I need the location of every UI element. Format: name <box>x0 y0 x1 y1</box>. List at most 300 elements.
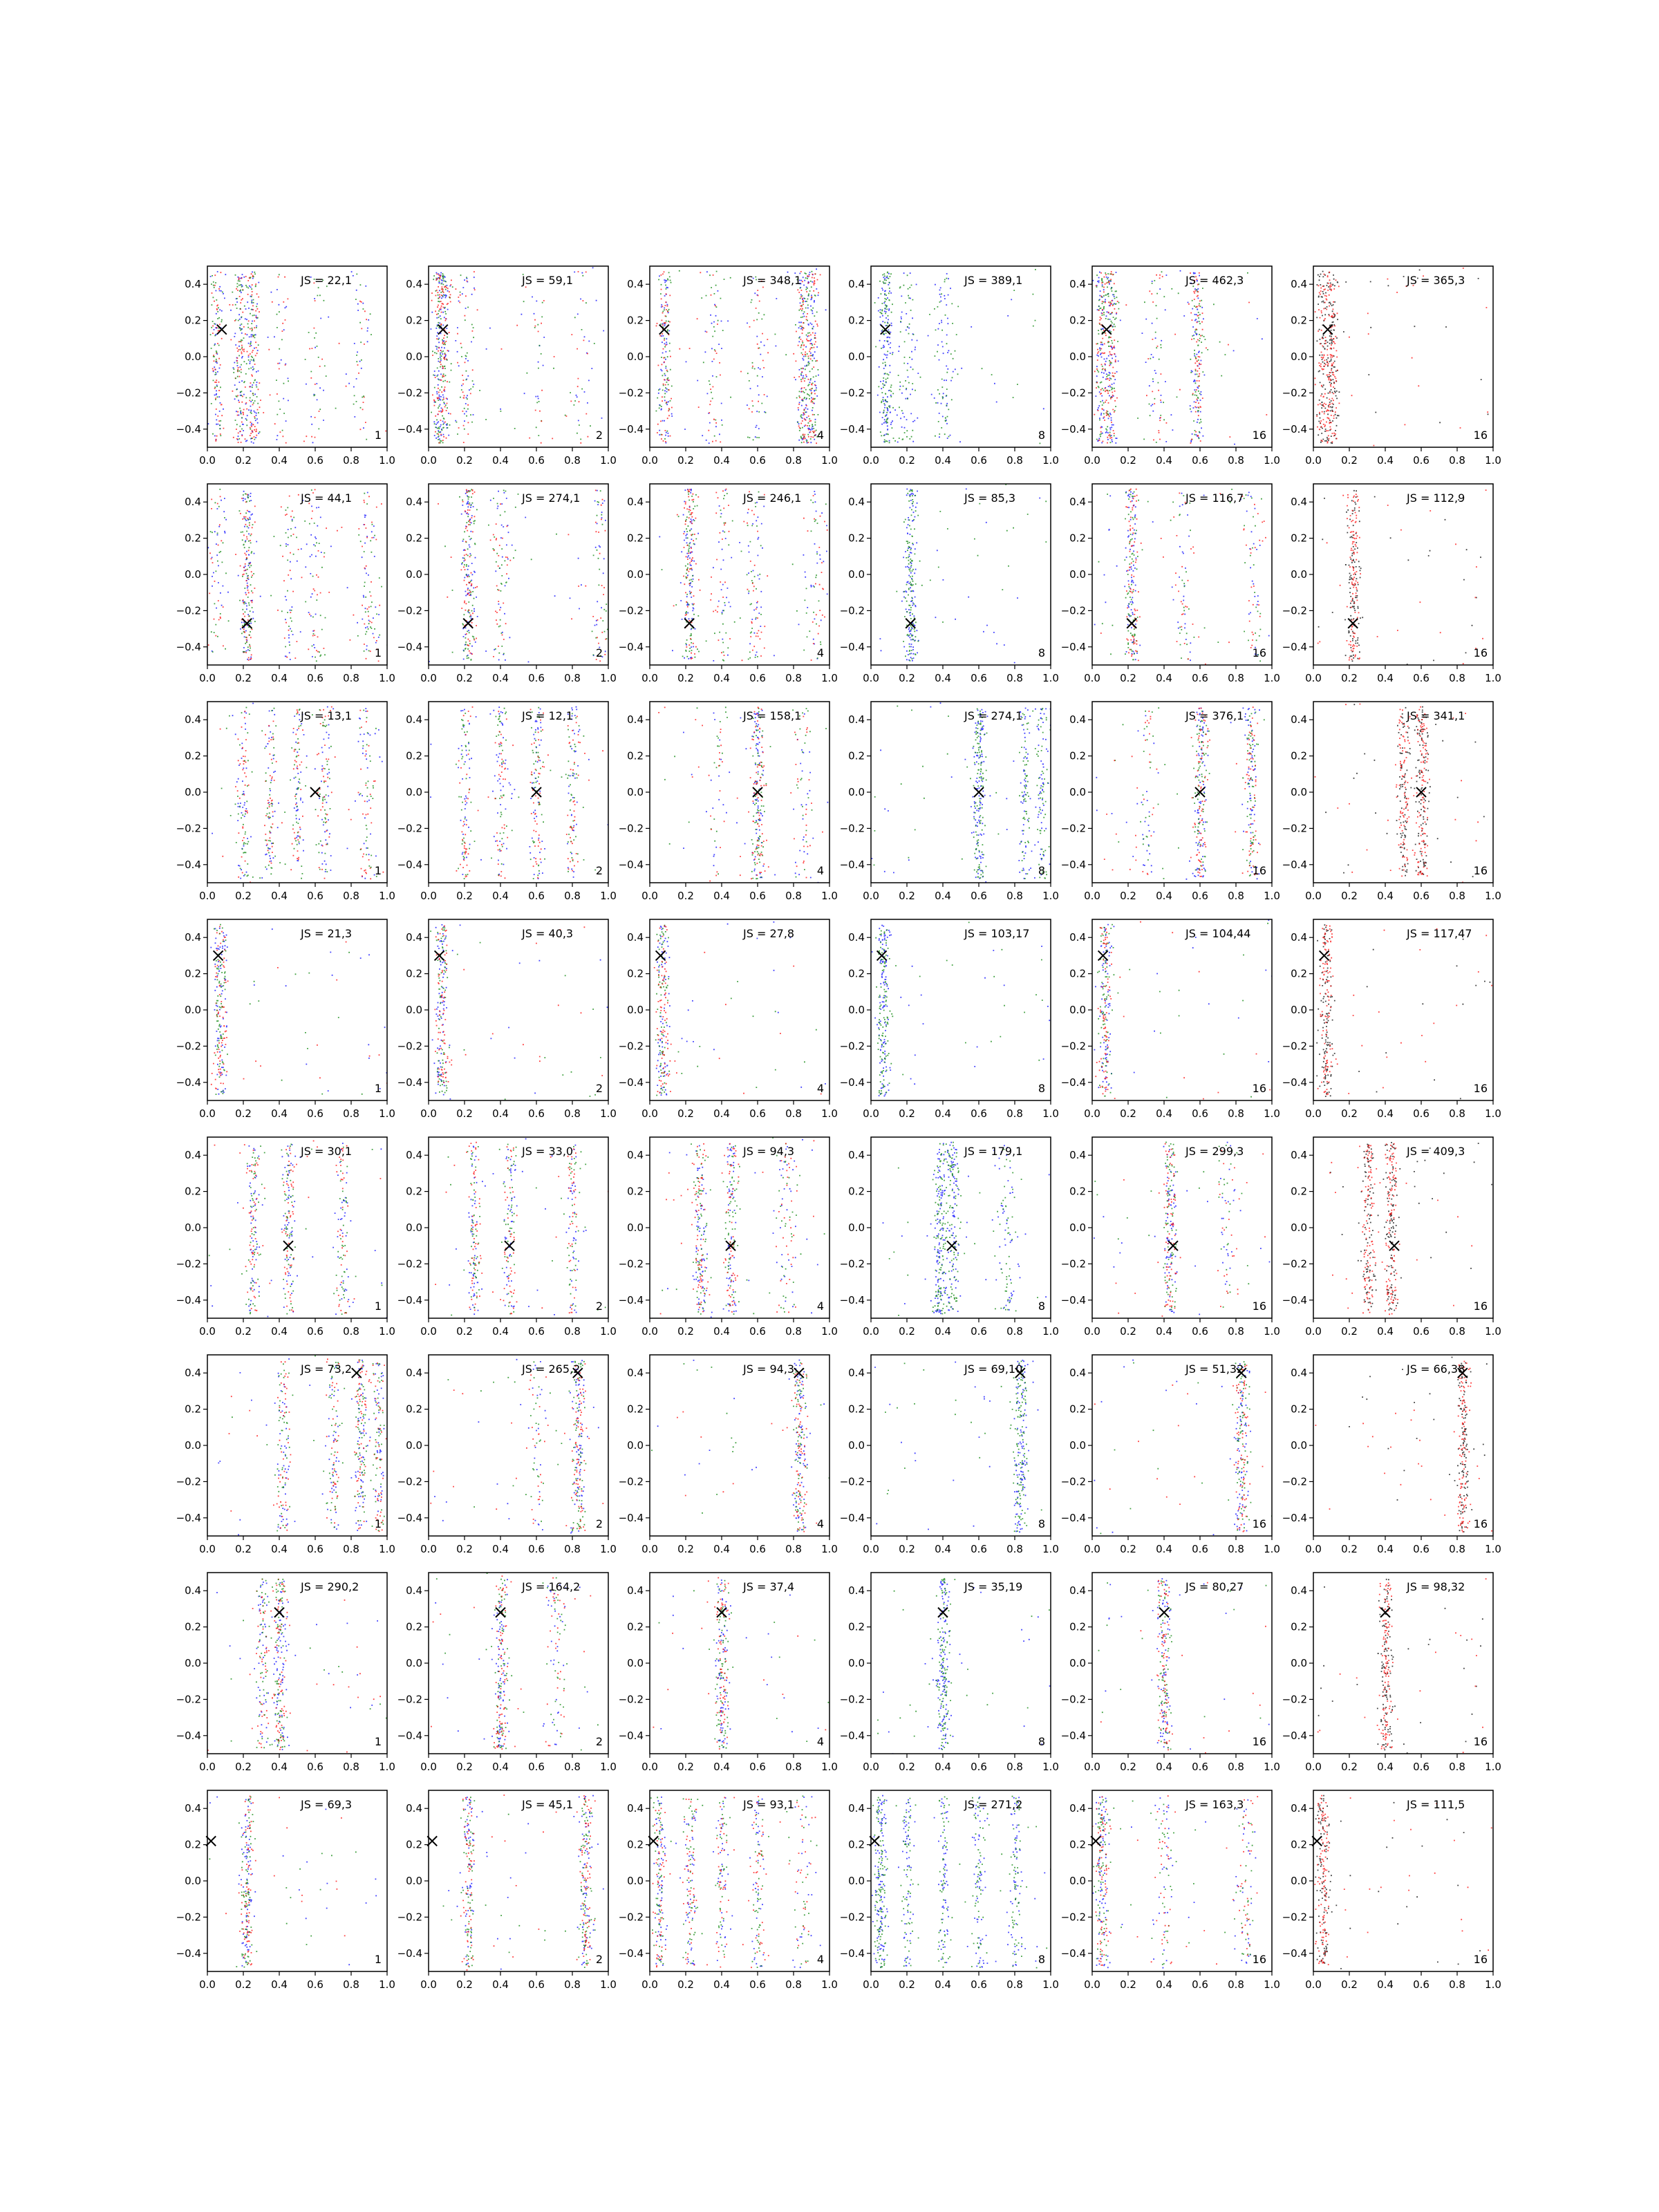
x-tick-label: 1.0 <box>1042 672 1059 684</box>
scatter-points <box>1096 706 1273 879</box>
x-tick-label: 0.6 <box>1413 1978 1430 1991</box>
subplot-number: 16 <box>1252 1953 1266 1966</box>
axes-frame <box>207 1790 387 1971</box>
subplot-number: 16 <box>1473 1082 1488 1095</box>
scatter-points <box>871 702 1052 883</box>
js-label: JS = 365,3 <box>1407 274 1465 287</box>
points-blue <box>874 1360 1038 1533</box>
points-green <box>655 925 817 1096</box>
points-blue <box>1094 491 1270 661</box>
x-tick-label: 0.2 <box>677 454 694 467</box>
y-tick-label: 0.4 <box>1069 713 1086 727</box>
scatter-points <box>1315 704 1485 883</box>
points-green <box>444 489 612 660</box>
points-red <box>460 1794 596 1971</box>
y-tick-label: 0.0 <box>627 1875 644 1887</box>
y-tick-label: −0.2 <box>1060 1911 1086 1924</box>
subplot-r5-c6 <box>1282 1137 1501 1338</box>
y-tick-label: −0.2 <box>618 1475 644 1488</box>
js-label: JS = 265,2 <box>522 1362 581 1376</box>
x-tick-label: 0.2 <box>1120 1107 1136 1120</box>
points-red <box>211 926 388 1089</box>
x-tick-label: 0.6 <box>1413 672 1430 684</box>
y-tick-label: 0.2 <box>848 1185 865 1198</box>
subplot-number: 2 <box>595 1517 603 1530</box>
points-black <box>1316 924 1490 1099</box>
y-tick-label: 0.4 <box>848 713 865 727</box>
y-tick-label: 0.4 <box>406 713 422 727</box>
axes-frame <box>1092 1137 1272 1318</box>
y-tick-label: 0.4 <box>1069 278 1086 291</box>
points-green <box>231 1579 387 1749</box>
subplot-r6-c6 <box>1282 1355 1501 1555</box>
scatter-points <box>205 489 388 662</box>
y-tick-label: 0.0 <box>848 568 865 581</box>
x-tick-label: 1.0 <box>1042 1107 1059 1120</box>
y-tick-label: −0.2 <box>397 604 422 617</box>
y-tick-label: −0.2 <box>839 604 865 617</box>
js-label: JS = 348,1 <box>743 274 802 287</box>
y-tick-label: 0.2 <box>185 1185 201 1198</box>
y-tick-label: 0.2 <box>627 749 644 762</box>
x-tick-label: 0.4 <box>492 1761 509 1773</box>
x-tick-label: 0.6 <box>971 454 987 467</box>
subplot-number: 8 <box>1038 1735 1045 1748</box>
x-tick-label: 0.4 <box>492 454 509 467</box>
y-tick-label: 0.0 <box>627 1221 644 1234</box>
js-label: JS = 51,32 <box>1185 1362 1244 1376</box>
scatter-points <box>429 489 614 665</box>
y-tick-label: 0.0 <box>406 568 422 581</box>
js-label: JS = 73,2 <box>301 1362 353 1376</box>
axes-frame <box>871 484 1051 665</box>
subplot-number: 2 <box>595 1082 603 1095</box>
x-tick-label: 0.0 <box>420 454 437 467</box>
subplot-r3-c6 <box>1282 702 1501 902</box>
axes-frame <box>429 1790 608 1971</box>
y-tick-label: −0.2 <box>397 1693 422 1706</box>
y-tick-label: 0.0 <box>185 350 201 363</box>
x-tick-label: 0.8 <box>1006 1325 1023 1338</box>
subplot-r7-c5 <box>1061 1573 1280 1773</box>
x-marker <box>217 325 227 335</box>
x-marker <box>532 787 541 797</box>
y-tick-label: 0.4 <box>1291 1584 1307 1597</box>
x-tick-label: 0.8 <box>1006 1107 1023 1120</box>
x-tick-label: 0.0 <box>199 1107 216 1120</box>
x-tick-label: 0.6 <box>971 1761 987 1773</box>
points-blue <box>883 1142 1050 1314</box>
points-blue <box>449 1138 586 1315</box>
points-green <box>896 484 1047 662</box>
y-tick-label: −0.4 <box>839 640 865 653</box>
x-tick-label: 0.6 <box>528 1761 545 1773</box>
y-tick-label: −0.2 <box>397 1911 422 1924</box>
scatter-points <box>424 268 604 444</box>
y-tick-label: 0.0 <box>1069 1657 1086 1669</box>
x-tick-label: 0.0 <box>1305 1761 1322 1773</box>
y-tick-label: 0.0 <box>627 1657 644 1669</box>
y-tick-label: 0.2 <box>1291 1620 1307 1633</box>
y-tick-label: 0.2 <box>1069 314 1086 327</box>
subplot-r6-c1 <box>176 1355 395 1555</box>
x-tick-label: 0.2 <box>677 1978 694 1991</box>
axes-frame <box>1092 919 1272 1100</box>
points-green <box>875 922 1042 1096</box>
y-tick-label: −0.2 <box>1060 1693 1086 1706</box>
y-tick-label: 0.2 <box>848 1403 865 1416</box>
y-tick-label: 0.4 <box>406 931 422 944</box>
x-tick-label: 0.4 <box>935 672 951 684</box>
scatter-points <box>653 1577 831 1750</box>
js-label: JS = 376,1 <box>1185 709 1244 722</box>
points-blue <box>1092 270 1262 445</box>
x-tick-label: 0.0 <box>420 1761 437 1773</box>
points-blue <box>653 1797 821 1969</box>
x-tick-label: 0.6 <box>307 890 324 902</box>
x-tick-label: 1.0 <box>1264 1761 1280 1773</box>
y-tick-label: 0.4 <box>1069 1802 1086 1815</box>
x-tick-label: 0.6 <box>307 1978 324 1991</box>
points-green <box>874 269 1041 444</box>
x-tick-label: 0.8 <box>1449 1325 1465 1338</box>
y-tick-label: −0.2 <box>1060 1475 1086 1488</box>
points-green <box>205 489 388 662</box>
x-tick-label: 0.4 <box>1377 1325 1394 1338</box>
x-tick-label: 0.8 <box>564 1107 581 1120</box>
y-tick-label: 0.0 <box>406 1439 422 1452</box>
subplot-number: 2 <box>595 1735 603 1748</box>
y-tick-label: 0.0 <box>848 350 865 363</box>
y-tick-label: −0.4 <box>397 1729 422 1742</box>
x-tick-label: 0.8 <box>785 890 802 902</box>
points-green <box>209 1793 388 1968</box>
y-tick-label: 0.4 <box>406 1367 422 1380</box>
x-tick-label: 1.0 <box>600 454 617 467</box>
x-tick-label: 0.4 <box>1156 672 1172 684</box>
y-tick-label: −0.4 <box>1060 640 1086 653</box>
subplot-r8-c5 <box>1061 1790 1280 1991</box>
y-tick-label: 0.4 <box>406 1584 422 1597</box>
subplot-r7-c1 <box>176 1573 395 1773</box>
x-tick-label: 0.4 <box>1156 1761 1172 1773</box>
x-marker <box>274 1608 284 1618</box>
subplot-number: 8 <box>1038 1082 1045 1095</box>
y-tick-label: 0.2 <box>1291 1403 1307 1416</box>
x-tick-label: 1.0 <box>1264 1325 1280 1338</box>
x-tick-label: 0.8 <box>343 454 359 467</box>
y-tick-label: −0.4 <box>176 1293 201 1306</box>
y-tick-label: −0.4 <box>618 1511 644 1524</box>
y-tick-label: 0.4 <box>406 278 422 291</box>
x-tick-label: 1.0 <box>1485 1978 1501 1991</box>
x-tick-label: 0.8 <box>564 890 581 902</box>
y-tick-label: 0.2 <box>406 532 422 545</box>
subplot-r8-c6 <box>1282 1790 1501 1991</box>
scatter-points <box>209 1793 388 1968</box>
subplot-number: 16 <box>1473 1517 1488 1530</box>
y-tick-label: 0.2 <box>406 1620 422 1633</box>
js-label: JS = 104,44 <box>1185 927 1251 940</box>
x-marker <box>310 787 320 797</box>
x-tick-label: 0.2 <box>235 1325 252 1338</box>
y-tick-label: −0.2 <box>176 1040 201 1053</box>
points-blue <box>434 1359 599 1534</box>
x-tick-label: 0.2 <box>235 890 252 902</box>
x-tick-label: 1.0 <box>1264 454 1280 467</box>
y-tick-label: −0.4 <box>1282 1947 1307 1960</box>
x-tick-label: 0.4 <box>1377 1761 1394 1773</box>
y-tick-label: 0.0 <box>1291 1221 1307 1234</box>
subplot-number: 16 <box>1252 864 1266 877</box>
x-tick-label: 0.0 <box>641 1978 658 1991</box>
x-tick-label: 1.0 <box>600 1543 617 1555</box>
points-red <box>656 271 821 444</box>
x-tick-label: 0.4 <box>271 454 288 467</box>
y-tick-label: 0.4 <box>185 1149 201 1162</box>
y-tick-label: 0.0 <box>1069 1875 1086 1887</box>
y-tick-label: −0.2 <box>176 822 201 835</box>
x-tick-label: 1.0 <box>379 1978 395 1991</box>
x-tick-label: 1.0 <box>1485 1107 1501 1120</box>
subplot-r8-c1 <box>176 1790 395 1991</box>
js-label: JS = 93,1 <box>743 1798 795 1811</box>
y-tick-label: −0.4 <box>618 1076 644 1089</box>
x-tick-label: 0.8 <box>343 1325 359 1338</box>
x-marker <box>438 325 448 335</box>
points-blue <box>1094 1360 1251 1535</box>
x-tick-label: 0.6 <box>749 1107 766 1120</box>
x-tick-label: 0.6 <box>528 890 545 902</box>
y-tick-label: −0.2 <box>839 1475 865 1488</box>
subplot-number: 16 <box>1252 1735 1266 1748</box>
y-tick-label: −0.2 <box>1060 1040 1086 1053</box>
points-red <box>1318 925 1492 1095</box>
y-tick-label: −0.4 <box>839 1947 865 1960</box>
y-tick-label: 0.4 <box>1069 496 1086 509</box>
subplot-r8-c2 <box>397 1790 617 1991</box>
y-tick-label: −0.4 <box>839 1076 865 1089</box>
y-tick-label: 0.2 <box>848 532 865 545</box>
y-tick-label: −0.2 <box>1282 822 1307 835</box>
scatter-points <box>648 1796 821 1969</box>
subplot-r5-c5 <box>1061 1137 1280 1338</box>
x-tick-label: 0.8 <box>1228 672 1244 684</box>
y-tick-label: −0.4 <box>618 422 644 435</box>
x-tick-label: 0.2 <box>899 1325 915 1338</box>
x-tick-label: 0.2 <box>456 672 473 684</box>
y-tick-label: 0.2 <box>627 314 644 327</box>
subplot-r6-c4 <box>840 1355 1059 1555</box>
y-tick-label: −0.4 <box>176 640 201 653</box>
subplot-r1-c1 <box>176 266 395 467</box>
y-tick-label: 0.0 <box>185 1004 201 1016</box>
y-tick-label: 0.0 <box>406 1004 422 1016</box>
y-tick-label: −0.4 <box>397 858 422 871</box>
y-tick-label: 0.4 <box>1291 713 1307 727</box>
x-tick-label: 0.8 <box>1449 672 1465 684</box>
y-tick-label: 0.2 <box>627 1185 644 1198</box>
x-tick-label: 0.2 <box>235 1107 252 1120</box>
y-tick-label: −0.2 <box>1060 1257 1086 1271</box>
x-tick-label: 0.0 <box>420 890 437 902</box>
js-label: JS = 103,17 <box>964 927 1030 940</box>
y-tick-label: 0.2 <box>185 967 201 980</box>
y-tick-label: 0.0 <box>1291 786 1307 798</box>
x-tick-label: 0.8 <box>1449 890 1465 902</box>
subplot-r7-c2 <box>397 1573 617 1773</box>
y-tick-label: −0.4 <box>1060 858 1086 871</box>
y-tick-label: 0.0 <box>848 786 865 798</box>
y-tick-label: 0.4 <box>185 278 201 291</box>
x-tick-label: 0.4 <box>492 1107 509 1120</box>
x-tick-label: 0.6 <box>1192 454 1208 467</box>
subplot-r3-c5 <box>1061 702 1280 902</box>
subplot-r7-c3 <box>619 1573 838 1773</box>
x-tick-label: 0.4 <box>713 1325 730 1338</box>
points-green <box>662 491 827 662</box>
x-tick-label: 0.2 <box>1341 1325 1358 1338</box>
x-tick-label: 0.0 <box>641 454 658 467</box>
scatter-points <box>210 924 387 1095</box>
x-tick-label: 0.4 <box>271 1978 288 1991</box>
x-tick-label: 0.0 <box>420 672 437 684</box>
subplot-r5-c2 <box>397 1137 617 1338</box>
y-tick-label: −0.4 <box>618 1947 644 1960</box>
subplot-number: 2 <box>595 864 603 877</box>
axes-frame <box>650 1573 830 1754</box>
x-tick-label: 0.0 <box>863 1325 879 1338</box>
y-tick-label: 0.0 <box>1291 1657 1307 1669</box>
y-tick-label: 0.0 <box>627 568 644 581</box>
scatter-points <box>1094 919 1273 1102</box>
js-label: JS = 112,9 <box>1407 491 1465 505</box>
x-tick-label: 1.0 <box>821 1543 838 1555</box>
axes-frame <box>207 1573 387 1754</box>
points-red <box>658 707 823 882</box>
y-tick-label: 0.4 <box>627 1584 644 1597</box>
js-label: JS = 45,1 <box>522 1798 574 1811</box>
x-tick-label: 0.6 <box>1413 1761 1430 1773</box>
x-tick-label: 0.8 <box>785 1325 802 1338</box>
x-tick-label: 0.2 <box>1120 1543 1136 1555</box>
x-tick-label: 0.6 <box>528 1107 545 1120</box>
y-tick-label: 0.4 <box>1069 1149 1086 1162</box>
points-red <box>1095 921 1271 1102</box>
x-tick-label: 0.6 <box>971 1543 987 1555</box>
x-tick-label: 1.0 <box>821 1978 838 1991</box>
y-tick-label: 0.4 <box>1291 1149 1307 1162</box>
y-tick-label: −0.4 <box>397 640 422 653</box>
x-tick-label: 0.8 <box>785 672 802 684</box>
scatter-points <box>1092 270 1267 445</box>
y-tick-label: 0.2 <box>406 1403 422 1416</box>
x-tick-label: 0.0 <box>199 672 216 684</box>
x-tick-label: 1.0 <box>1264 890 1280 902</box>
subplot-r2-c1 <box>176 484 395 684</box>
x-tick-label: 0.2 <box>456 1107 473 1120</box>
y-tick-label: −0.2 <box>1060 604 1086 617</box>
axes-frame <box>1313 1137 1493 1318</box>
x-tick-label: 1.0 <box>379 1107 395 1120</box>
points-blue <box>210 1143 387 1318</box>
x-tick-label: 0.0 <box>420 1325 437 1338</box>
x-tick-label: 0.2 <box>677 672 694 684</box>
x-tick-label: 0.2 <box>456 890 473 902</box>
y-tick-label: −0.4 <box>1282 1076 1307 1089</box>
y-tick-label: 0.2 <box>185 314 201 327</box>
y-tick-label: 0.2 <box>1291 532 1307 545</box>
subplot-r7-c4 <box>840 1573 1059 1773</box>
js-label: JS = 94,3 <box>743 1145 795 1158</box>
x-marker <box>656 950 666 960</box>
y-tick-label: 0.0 <box>848 1439 865 1452</box>
js-label: JS = 30,1 <box>301 1145 353 1158</box>
axes-frame <box>1092 702 1272 883</box>
y-tick-label: 0.4 <box>848 1584 865 1597</box>
x-marker <box>684 619 694 628</box>
y-tick-label: −0.2 <box>618 386 644 400</box>
x-tick-label: 0.0 <box>199 1978 216 1991</box>
points-black <box>1318 490 1481 665</box>
subplot-number: 2 <box>595 1953 603 1966</box>
scatter-points <box>435 1138 609 1316</box>
x-tick-label: 0.6 <box>307 672 324 684</box>
y-tick-label: −0.2 <box>1282 1475 1307 1488</box>
x-tick-label: 0.2 <box>899 1978 915 1991</box>
x-tick-label: 1.0 <box>1264 1543 1280 1555</box>
points-blue <box>656 921 826 1096</box>
subplot-r2-c5 <box>1061 484 1280 684</box>
y-tick-label: 0.4 <box>1291 1367 1307 1380</box>
js-label: JS = 69,10 <box>964 1362 1023 1376</box>
axes-frame <box>207 1137 387 1318</box>
x-tick-label: 0.0 <box>1084 1107 1100 1120</box>
x-tick-label: 0.6 <box>1192 1978 1208 1991</box>
js-label: JS = 22,1 <box>301 274 353 287</box>
y-tick-label: −0.4 <box>397 1076 422 1089</box>
y-tick-label: 0.2 <box>1069 749 1086 762</box>
js-label: JS = 94,3 <box>743 1362 795 1376</box>
x-tick-label: 1.0 <box>1485 1325 1501 1338</box>
y-tick-label: 0.4 <box>848 278 865 291</box>
y-tick-label: 0.2 <box>185 1403 201 1416</box>
x-tick-label: 0.4 <box>713 1543 730 1555</box>
axes-frame <box>650 1137 830 1318</box>
subplot-r1-c6 <box>1282 266 1501 467</box>
y-tick-label: −0.4 <box>1060 1511 1086 1524</box>
x-tick-label: 0.4 <box>935 1978 951 1991</box>
axes-frame <box>1092 1790 1272 1971</box>
x-tick-label: 0.8 <box>564 1543 581 1555</box>
x-tick-label: 0.6 <box>749 1543 766 1555</box>
subplot-number: 16 <box>1473 1735 1488 1748</box>
points-blue <box>430 706 608 879</box>
x-tick-label: 0.8 <box>564 672 581 684</box>
subplot-number: 4 <box>816 429 824 442</box>
points-green <box>651 1362 830 1531</box>
y-tick-label: 0.0 <box>1291 1875 1307 1887</box>
subplot-r3-c1 <box>176 702 395 902</box>
x-tick-label: 1.0 <box>379 454 395 467</box>
scatter-points <box>218 1356 388 1536</box>
y-tick-label: −0.4 <box>618 1729 644 1742</box>
x-tick-label: 0.0 <box>641 672 658 684</box>
x-tick-label: 0.2 <box>899 1107 915 1120</box>
points-red <box>229 1358 387 1532</box>
y-tick-label: −0.2 <box>1282 1911 1307 1924</box>
points-blue <box>883 1581 1051 1754</box>
